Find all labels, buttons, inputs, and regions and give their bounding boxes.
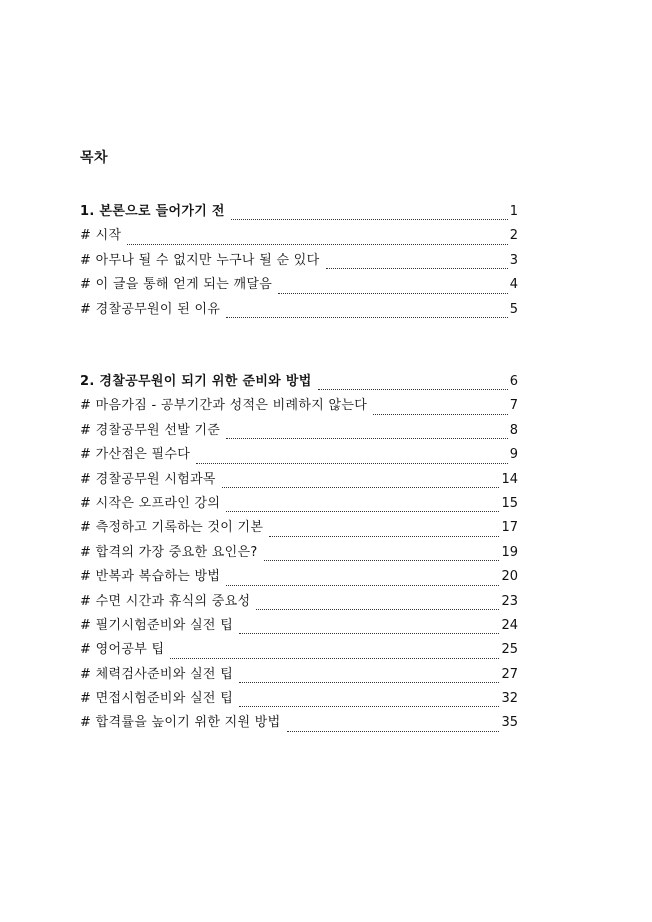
dot-leader <box>170 657 499 659</box>
toc-heading-label: 1. 본론으로 들어가기 전 <box>80 204 225 219</box>
dot-leader <box>226 316 508 318</box>
toc-page-number: 19 <box>501 544 518 560</box>
toc-page-number: 24 <box>501 617 518 633</box>
toc-item <box>80 443 518 467</box>
dot-leader <box>226 510 499 512</box>
toc-item <box>80 492 518 516</box>
toc-heading <box>80 370 518 394</box>
dot-leader <box>287 730 500 732</box>
toc-page-number: 4 <box>509 277 518 293</box>
toc-item <box>80 516 518 540</box>
toc-page-number: 15 <box>501 495 518 511</box>
toc-page-number: 9 <box>509 447 518 463</box>
toc-item <box>80 419 518 443</box>
toc-item-label: # 경찰공무원 선발 기준 <box>80 422 221 438</box>
dot-leader <box>231 218 508 220</box>
toc-item-label: # 시작은 오프라인 강의 <box>80 495 221 511</box>
toc-item-label: # 필기시험준비와 실전 팁 <box>80 617 234 633</box>
dot-leader <box>269 535 499 537</box>
dot-leader <box>256 608 499 610</box>
toc-item <box>80 541 518 565</box>
dot-leader <box>196 462 508 464</box>
toc-item <box>80 224 518 248</box>
toc-item <box>80 687 518 711</box>
toc-page-number: 17 <box>501 520 518 536</box>
toc-item <box>80 394 518 418</box>
dot-leader <box>239 681 499 683</box>
toc-page-number: 27 <box>501 666 518 682</box>
toc-item-label: # 면접시험준비와 실전 팁 <box>80 691 234 707</box>
toc-page-number: 32 <box>501 691 518 707</box>
toc-item-label: # 가산점은 필수다 <box>80 447 191 463</box>
toc-item <box>80 638 518 662</box>
toc-item-label: # 합격률을 높이기 위한 지원 방법 <box>80 715 281 731</box>
toc-item-label: # 반복과 복습하는 방법 <box>80 569 221 585</box>
toc-page-number: 23 <box>501 593 518 609</box>
toc-page-number: 3 <box>509 252 518 268</box>
toc-title: 목차 <box>80 150 109 166</box>
toc-section-1 <box>80 200 518 322</box>
toc-item <box>80 273 518 297</box>
toc-heading-label: 2. 경찰공무원이 되기 위한 준비와 방법 <box>80 374 312 389</box>
toc-item <box>80 663 518 687</box>
toc-page-number: 7 <box>509 398 518 414</box>
toc-item-label: # 아무나 될 수 없지만 누구나 될 순 있다 <box>80 252 320 268</box>
toc-item <box>80 614 518 638</box>
toc-item <box>80 298 518 322</box>
dot-leader <box>373 413 508 415</box>
toc-page-number: 20 <box>501 569 518 585</box>
dot-leader <box>239 632 499 634</box>
toc-page-number: 2 <box>509 228 518 244</box>
toc-heading <box>80 200 518 224</box>
toc-item-label: # 경찰공무원 시험과목 <box>80 471 216 487</box>
toc-item <box>80 249 518 273</box>
toc-page-number: 8 <box>509 422 518 438</box>
toc-item-label: # 측정하고 기록하는 것이 기본 <box>80 520 264 536</box>
toc-page-number: 25 <box>501 642 518 658</box>
toc-page-number: 14 <box>501 471 518 487</box>
toc-item <box>80 468 518 492</box>
toc-section-2 <box>80 370 518 736</box>
dot-leader <box>264 559 500 561</box>
toc-item-label: # 합격의 가장 중요한 요인은? <box>80 544 258 560</box>
toc-page-number: 5 <box>509 301 518 317</box>
dot-leader <box>239 705 499 707</box>
dot-leader <box>326 267 508 269</box>
toc-item <box>80 711 518 735</box>
dot-leader <box>226 584 499 586</box>
toc-item-label: # 수면 시간과 휴식의 중요성 <box>80 593 251 609</box>
dot-leader <box>222 486 500 488</box>
toc-item <box>80 590 518 614</box>
dot-leader <box>278 292 508 294</box>
dot-leader <box>127 243 507 245</box>
dot-leader <box>318 388 508 390</box>
toc-item-label: # 경찰공무원이 된 이유 <box>80 301 221 317</box>
toc-item-label: # 체력검사준비와 실전 팁 <box>80 666 234 682</box>
toc-page-number: 35 <box>501 715 518 731</box>
toc-item <box>80 565 518 589</box>
toc-item-label: # 이 글을 통해 얻게 되는 깨달음 <box>80 277 273 293</box>
toc-item-label: # 영어공부 팁 <box>80 642 165 658</box>
toc-item-label: # 마음가짐 - 공부기간과 성적은 비례하지 않는다 <box>80 398 368 414</box>
toc-item-label: # 시작 <box>80 228 122 244</box>
toc-page-number: 6 <box>509 374 518 389</box>
dot-leader <box>226 437 508 439</box>
toc-page-number: 1 <box>509 204 518 219</box>
